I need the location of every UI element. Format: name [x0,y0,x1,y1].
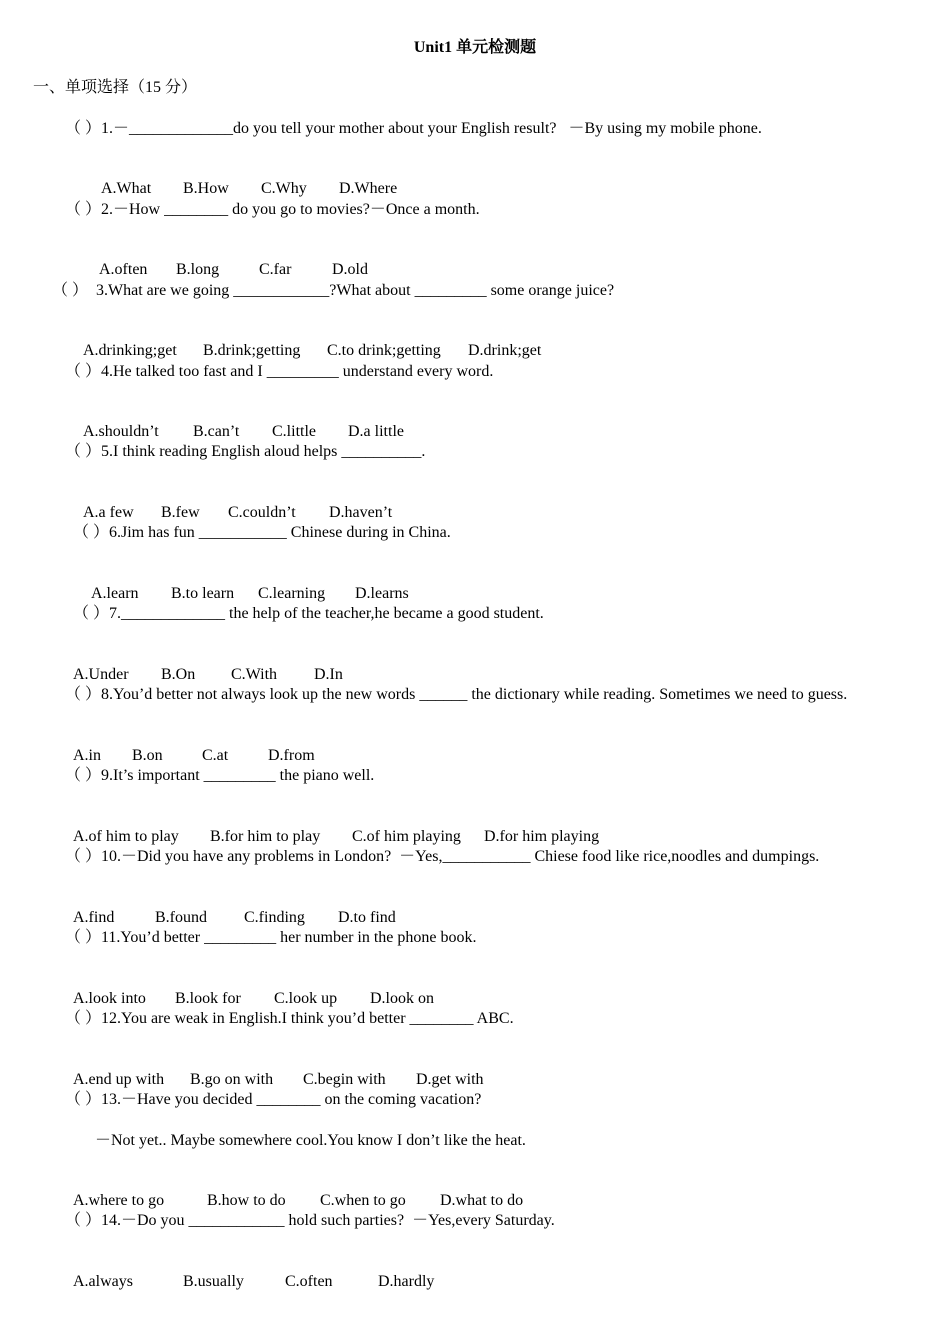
option-d: D.hardly [378,1273,435,1290]
question-4: （ ）4.He talked too fast and I _________ understand every word. [65,363,494,380]
question-8-options [65,726,315,766]
option-b: B.On [161,666,196,683]
option-c: C.when to go [320,1192,406,1209]
option-b: B.drink;getting [203,342,301,359]
option-d: D.from [268,747,315,764]
option-a: A.of him to play [73,828,179,845]
option-b: B.can’t [193,423,240,440]
option-c: C.often [285,1273,333,1290]
option-d: D.to find [338,909,396,926]
option-c: C.With [231,666,278,683]
question-12: （ ）12.You are weak in English.I think you’d better ________ ABC. [65,1010,514,1027]
question-9: （ ）9.It’s important _________ the piano well. [65,767,375,784]
page-title: Unit1 单元检测题 [413,39,537,56]
question-11: （ ）11.You’d better _________ her number in the phone book. [65,929,477,946]
option-a: A.end up with [73,1071,165,1088]
question-13-options [65,1171,523,1211]
question-11-options [65,969,434,1009]
option-d: D.get with [416,1071,484,1088]
question-4-options [75,402,404,442]
question-3: （ ） 3.What are we going ____________?What about _________ some orange juice? [52,282,615,299]
question-1-options [93,159,397,199]
question-7-options [65,645,343,685]
question-8: （ ）8.You’d better not always look up the new words ______ the dictionary while reading. Sometimes we need to guess. [65,686,848,703]
question-7: （ ）7._____________ the help of the teacher,he became a good student. [73,605,544,622]
option-c: C.to drink;getting [327,342,441,359]
question-10: （ ）10.－Did you have any problems in London? －Yes,___________ Chiese food like rice,noodles and dumpings. [65,848,820,865]
option-d: D.haven’t [329,504,393,521]
question-9-options [65,807,599,847]
option-b: B.how to do [207,1192,286,1209]
option-c: C.of him playing [352,828,461,845]
option-a: A.Under [73,666,129,683]
option-c: C.finding [244,909,305,926]
option-a: A.in [73,747,101,764]
question-2: （ ）2.－How ________ do you go to movies?－Once a month. [65,201,480,218]
question-13: （ ）13.－Have you decided ________ on the coming vacation? [65,1091,482,1108]
question-12-options [65,1050,484,1090]
option-c: C.learning [258,585,326,602]
option-d: D.In [314,666,343,683]
option-a: A.find [73,909,115,926]
option-a: A.What [101,180,152,197]
option-a: A.always [73,1273,133,1290]
option-d: D.learns [355,585,409,602]
question-5: （ ）5.I think reading English aloud helps __________. [65,443,426,460]
question-10-options [65,888,396,928]
option-a: A.drinking;get [83,342,177,359]
option-b: B.to learn [171,585,235,602]
option-c: C.little [272,423,316,440]
option-b: B.found [155,909,207,926]
option-b: B.on [132,747,163,764]
question-3-options [75,321,541,361]
option-b: B.for him to play [210,828,321,845]
option-a: A.shouldn’t [83,423,159,440]
question-6: （ ）6.Jim has fun ___________ Chinese during in China. [73,524,451,541]
question-1: （ ）1.－_____________do you tell your mother about your English result? －By using my mobile phone. [65,120,762,137]
option-a: A.often [99,261,148,278]
option-d: D.old [332,261,368,278]
question-6-options [83,564,409,604]
option-a: A.look into [73,990,146,1007]
option-d: D.Where [339,180,398,197]
question-2-options [91,240,368,280]
option-c: C.look up [274,990,338,1007]
option-b: B.go on with [190,1071,274,1088]
question-14: （ ）14.－Do you ____________ hold such parties? －Yes,every Saturday. [65,1212,555,1229]
option-d: D.a little [348,423,404,440]
option-b: B.long [176,261,220,278]
section-heading: 一、单项选择（15 分） [33,79,198,96]
option-d: D.what to do [440,1192,524,1209]
question-13-continuation: －Not yet.. Maybe somewhere cool.You know I don’t like the heat. [95,1132,526,1149]
option-a: A.where to go [73,1192,165,1209]
option-d: D.look on [370,990,434,1007]
option-c: C.at [202,747,229,764]
question-14-options [65,1252,434,1292]
option-d: D.drink;get [468,342,542,359]
option-a: A.a few [83,504,134,521]
question-5-options [75,483,392,523]
option-c: C.begin with [303,1071,386,1088]
option-c: C.Why [261,180,307,197]
option-b: B.How [183,180,229,197]
option-b: B.usually [183,1273,244,1290]
option-c: C.couldn’t [228,504,296,521]
option-b: B.few [161,504,200,521]
option-b: B.look for [175,990,241,1007]
option-c: C.far [259,261,292,278]
option-d: D.for him playing [484,828,600,845]
option-a: A.learn [91,585,139,602]
